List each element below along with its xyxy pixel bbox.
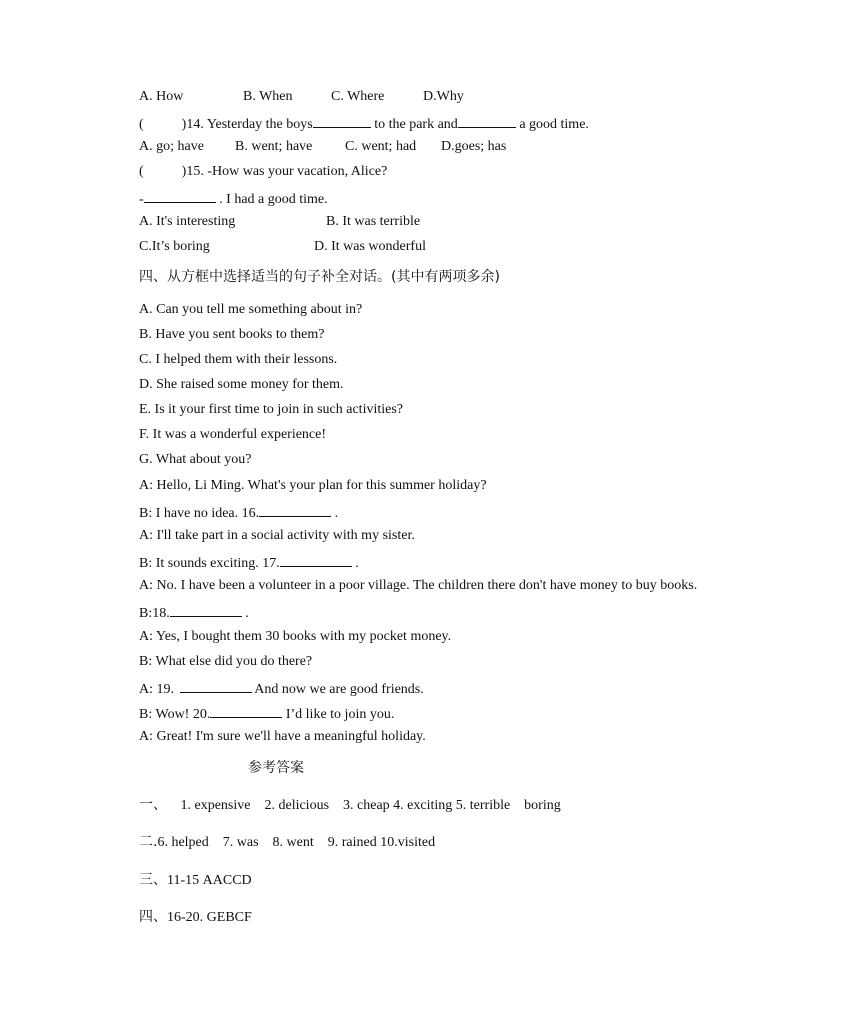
dialogue-line-6 (139, 602, 249, 623)
answer-row-1-text: 1. expensive 2. delicious 3. cheap 4. exciting 5. terrible boring (180, 798, 561, 813)
dialogue-line-6-text: B:18. (139, 606, 170, 621)
dialogue-line-9 (139, 678, 424, 699)
dialogue-line-8: B: What else did you do there? (139, 654, 313, 669)
dialogue-line-4 (139, 552, 359, 573)
answers-title: 参考答案 (248, 760, 304, 776)
answer-row-2-label: 二. (139, 834, 158, 850)
answer-row-4-text: 16-20. GEBCF (167, 910, 252, 925)
q15-answer-line (139, 188, 328, 209)
dialogue-line-5: A: No. I have been a volunteer in a poor village. The children there don't have money to buy books. (139, 578, 698, 593)
q15-option-a: A. It's interesting (139, 214, 236, 229)
blank-17[interactable] (280, 552, 352, 567)
dialogue-line-10 (139, 703, 394, 724)
q15-paren-open: ( (139, 164, 144, 179)
answer-row-3 (139, 871, 252, 890)
choice-f: F. It was a wonderful experience! (139, 427, 327, 442)
answer-row-3-label: 三、 (139, 872, 167, 888)
q13-options (139, 88, 739, 106)
q15-stem: )15. -How was your vacation, Alice? (181, 164, 388, 179)
q14-option-a: A. go; have (139, 139, 204, 154)
dialogue-line-10-text: B: Wow! 20. (139, 707, 211, 722)
dialogue-line-11: A: Great! I'm sure we'll have a meaningful holiday. (139, 729, 426, 744)
q14-paren-open: ( (139, 117, 144, 132)
answer-row-2 (139, 833, 435, 852)
q13-option-d: D.Why (423, 89, 464, 104)
q15-options-row1 (139, 213, 739, 231)
q14-option-c: C. went; had (345, 139, 417, 154)
dialogue-line-3: A: I'll take part in a social activity with my sister. (139, 528, 415, 543)
answer-row-4-label: 四、 (139, 909, 167, 925)
q13-option-b: B. When (243, 89, 293, 104)
q15-option-c: C.It’s boring (139, 239, 210, 254)
q14-stem-end: a good time. (519, 117, 589, 132)
dialogue-line-10-end: I’d like to join you. (285, 707, 395, 722)
dialogue-line-7: A: Yes, I bought them 30 books with my pocket money. (139, 629, 452, 644)
dialogue-line-4-text: B: It sounds exciting. 17. (139, 556, 280, 571)
q15-option-b: B. It was terrible (326, 214, 421, 229)
q15-dash: - (139, 192, 144, 207)
blank-16[interactable] (259, 502, 331, 517)
q14-option-d: D.goes; has (441, 139, 507, 154)
answer-row-4 (139, 908, 252, 927)
dialogue-line-2-text: B: I have no idea. 16. (139, 506, 260, 521)
choice-b: B. Have you sent books to them? (139, 327, 325, 342)
q15-blank[interactable] (144, 188, 216, 203)
section4-heading: 四、从方框中选择适当的句子补全对话。(其中有两项多余) (139, 269, 500, 285)
q15-answer-suffix: . I had a good time. (219, 192, 328, 207)
dialogue-line-6-end: . (245, 606, 249, 621)
answer-row-1 (139, 796, 561, 815)
q14-blank-1[interactable] (313, 113, 371, 128)
choice-a: A. Can you tell me something about in? (139, 302, 363, 317)
q14-blank-2[interactable] (458, 113, 516, 128)
q14-stem: )14. Yesterday the boys (181, 117, 313, 132)
q14-option-b: B. went; have (235, 139, 313, 154)
choice-e: E. Is it your first time to join in such activities? (139, 402, 404, 417)
answer-row-1-label: 一、 (139, 797, 167, 813)
blank-19[interactable] (180, 678, 252, 693)
q15-options-row2 (139, 238, 739, 256)
choice-d: D. She raised some money for them. (139, 377, 344, 392)
q15-option-d: D. It was wonderful (314, 239, 426, 254)
q14-stem-mid: to the park and (374, 117, 458, 132)
dialogue-line-1: A: Hello, Li Ming. What's your plan for this summer holiday? (139, 478, 487, 493)
answer-row-2-text: 6. helped 7. was 8. went 9. rained 10.visited (157, 835, 436, 850)
answer-row-3-text: 11-15 AACCD (167, 873, 252, 888)
dialogue-line-2 (139, 502, 338, 523)
choice-c: C. I helped them with their lessons. (139, 352, 338, 367)
blank-18[interactable] (170, 602, 242, 617)
q13-option-a: A. How (139, 89, 184, 104)
choice-g: G. What about you? (139, 452, 252, 467)
q15-question (139, 163, 387, 181)
q13-option-c: C. Where (331, 89, 385, 104)
q14-options (139, 138, 739, 156)
dialogue-line-2-end: . (334, 506, 339, 521)
q14-question (139, 113, 589, 134)
dialogue-line-9-end: And now we are good friends. (254, 682, 424, 697)
dialogue-line-9-text: A: 19. (139, 682, 174, 697)
dialogue-line-4-end: . (355, 556, 359, 571)
blank-20[interactable] (210, 703, 282, 718)
